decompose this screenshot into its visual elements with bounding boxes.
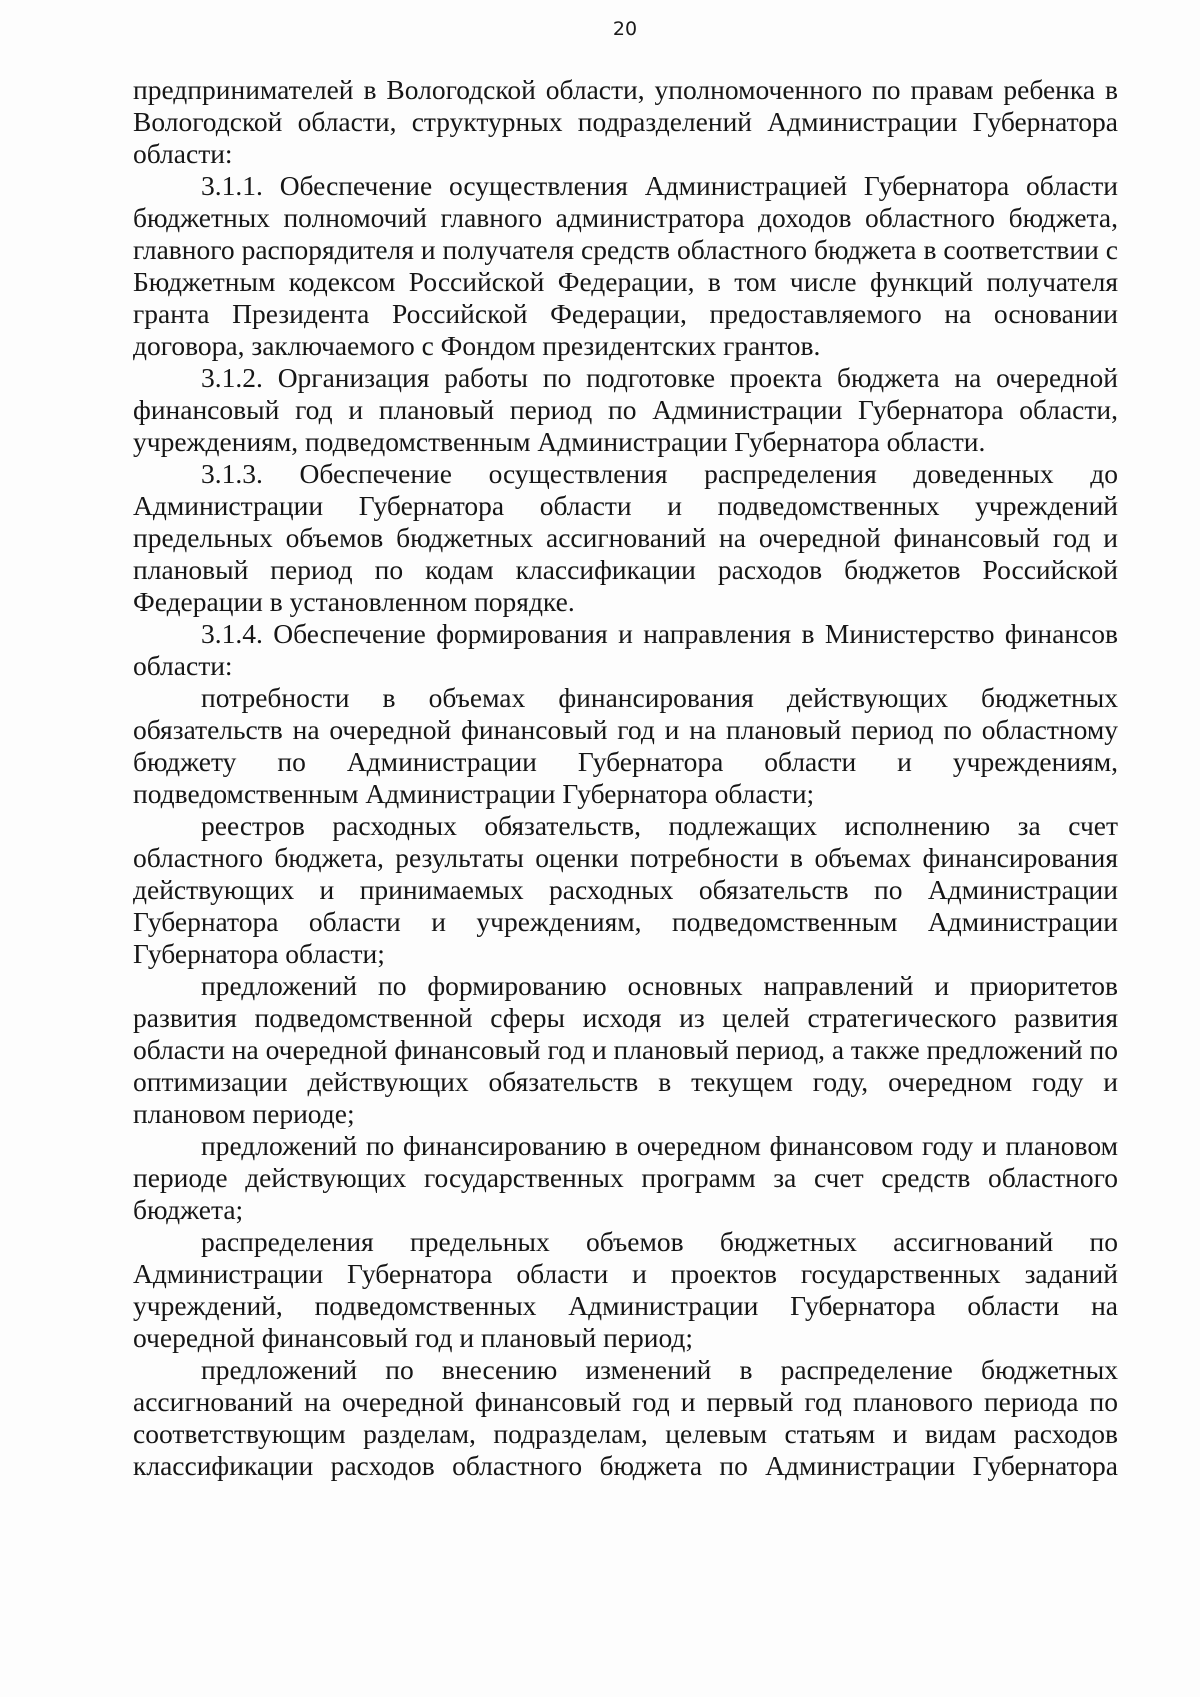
paragraph: предложений по внесению изменений в распределение бюджетных ассигнований на очередной финансовый год и первый год планового периода по соответствующим разделам, подразделам, целевым статьям и видам расходов классификации расходов областного бюджета по Администрации Губернатора (133, 1354, 1118, 1481)
paragraph: 3.1.2. Организация работы по подготовке проекта бюджета на очередной финансовый год и плановый период по Администрации Губернатора области, учреждениям, подведомственным Администрации Губернатора области. (133, 362, 1118, 457)
paragraph: предложений по формированию основных направлений и приоритетов развития подведомственной сферы исходя из целей стратегического развития области на очередной финансовый год и плановый период, а также предложений по оптимизации действующих обязательств в текущем году, очередном году и плановом периоде; (133, 970, 1118, 1129)
paragraph: 3.1.3. Обеспечение осуществления распределения доведенных до Администрации Губернатора области и подведомственных учреждений предельных объемов бюджетных ассигнований на очередной финансовый год и плановый период по кодам классификации расходов бюджетов Российской Федерации в установленном порядке. (133, 458, 1118, 617)
paragraph: потребности в объемах финансирования действующих бюджетных обязательств на очередной финансовый год и на плановый период по областному бюджету по Администрации Губернатора области и учреждениям, подведомственным Администрации Губернатора области; (133, 682, 1118, 809)
paragraph: реестров расходных обязательств, подлежащих исполнению за счет областного бюджета, результаты оценки потребности в объемах финансирования действующих и принимаемых расходных обязательств по Администрации Губернатора области и учреждениям, подведомственным Администрации Губернатора области; (133, 810, 1118, 969)
document-body (133, 74, 1118, 1482)
paragraph: предложений по финансированию в очередном финансовом году и плановом периоде действующих государственных программ за счет средств областного бюджета; (133, 1130, 1118, 1225)
page-number: 20 (612, 18, 638, 40)
paragraph: 3.1.1. Обеспечение осуществления Администрацией Губернатора области бюджетных полномочий главного администратора доходов областного бюджета, главного распорядителя и получателя средств областного бюджета в соответствии с Бюджетным кодексом Российской Федерации, в том числе функций получателя гранта Президента Российской Федерации, предоставляемого на основании договора, заключаемого с Фондом президентских грантов. (133, 170, 1118, 361)
paragraph: распределения предельных объемов бюджетных ассигнований по Администрации Губернатора области и проектов государственных заданий учреждений, подведомственных Администрации Губернатора области на очередной финансовый год и плановый период; (133, 1226, 1118, 1353)
paragraph: 3.1.4. Обеспечение формирования и направления в Министерство финансов области: (133, 618, 1118, 681)
paragraph: предпринимателей в Вологодской области, уполномоченного по правам ребенка в Вологодской области, структурных подразделений Администрации Губернатора области: (133, 74, 1118, 169)
